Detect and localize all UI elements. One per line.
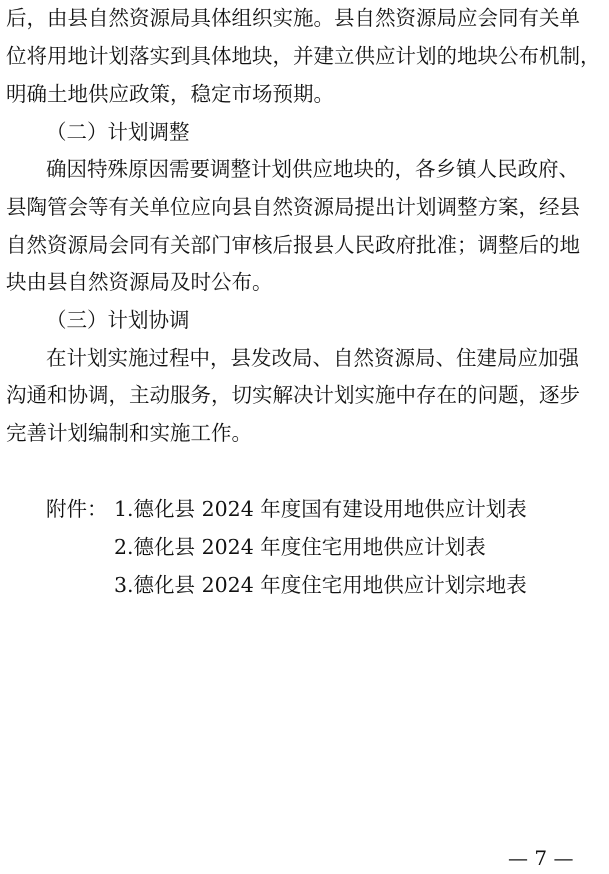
paragraph-line: 县陶管会等有关单位应向县自然资源局提出计划调整方案，经县 [6, 195, 580, 219]
paragraph-line: 后，由县自然资源局具体组织实施。县自然资源局应会同有关单 [6, 6, 580, 30]
paragraph-line: 位将用地计划落实到具体地块，并建立供应计划的地块公布机制， [6, 44, 600, 68]
paragraph-line: 在计划实施过程中，县发改局、自然资源局、住建局应加强 [46, 346, 579, 370]
paragraph-line: 沟通和协调，主动服务，切实解决计划实施中存在的问题，逐步 [6, 383, 580, 407]
section-heading-plan-coordination: （三）计划协调 [46, 308, 190, 332]
section-heading-plan-adjustment: （二）计划调整 [46, 120, 190, 144]
paragraph-line: 确因特殊原因需要调整计划供应地块的，各乡镇人民政府、 [46, 157, 579, 181]
attachments-label: 附件： [46, 497, 108, 521]
attachment-item-1: 1.德化县 2024 年度国有建设用地供应计划表 [114, 497, 527, 521]
paragraph-line: 完善计划编制和实施工作。 [6, 421, 252, 445]
page-number: — 7 — [508, 846, 574, 870]
paragraph-line: 明确土地供应政策，稳定市场预期。 [6, 82, 334, 106]
attachment-item-3: 3.德化县 2024 年度住宅用地供应计划宗地表 [114, 573, 527, 597]
paragraph-line: 自然资源局会同有关部门审核后报县人民政府批准；调整后的地 [6, 233, 580, 257]
paragraph-line: 块由县自然资源局及时公布。 [6, 270, 273, 294]
attachment-item-2: 2.德化县 2024 年度住宅用地供应计划表 [114, 535, 486, 559]
